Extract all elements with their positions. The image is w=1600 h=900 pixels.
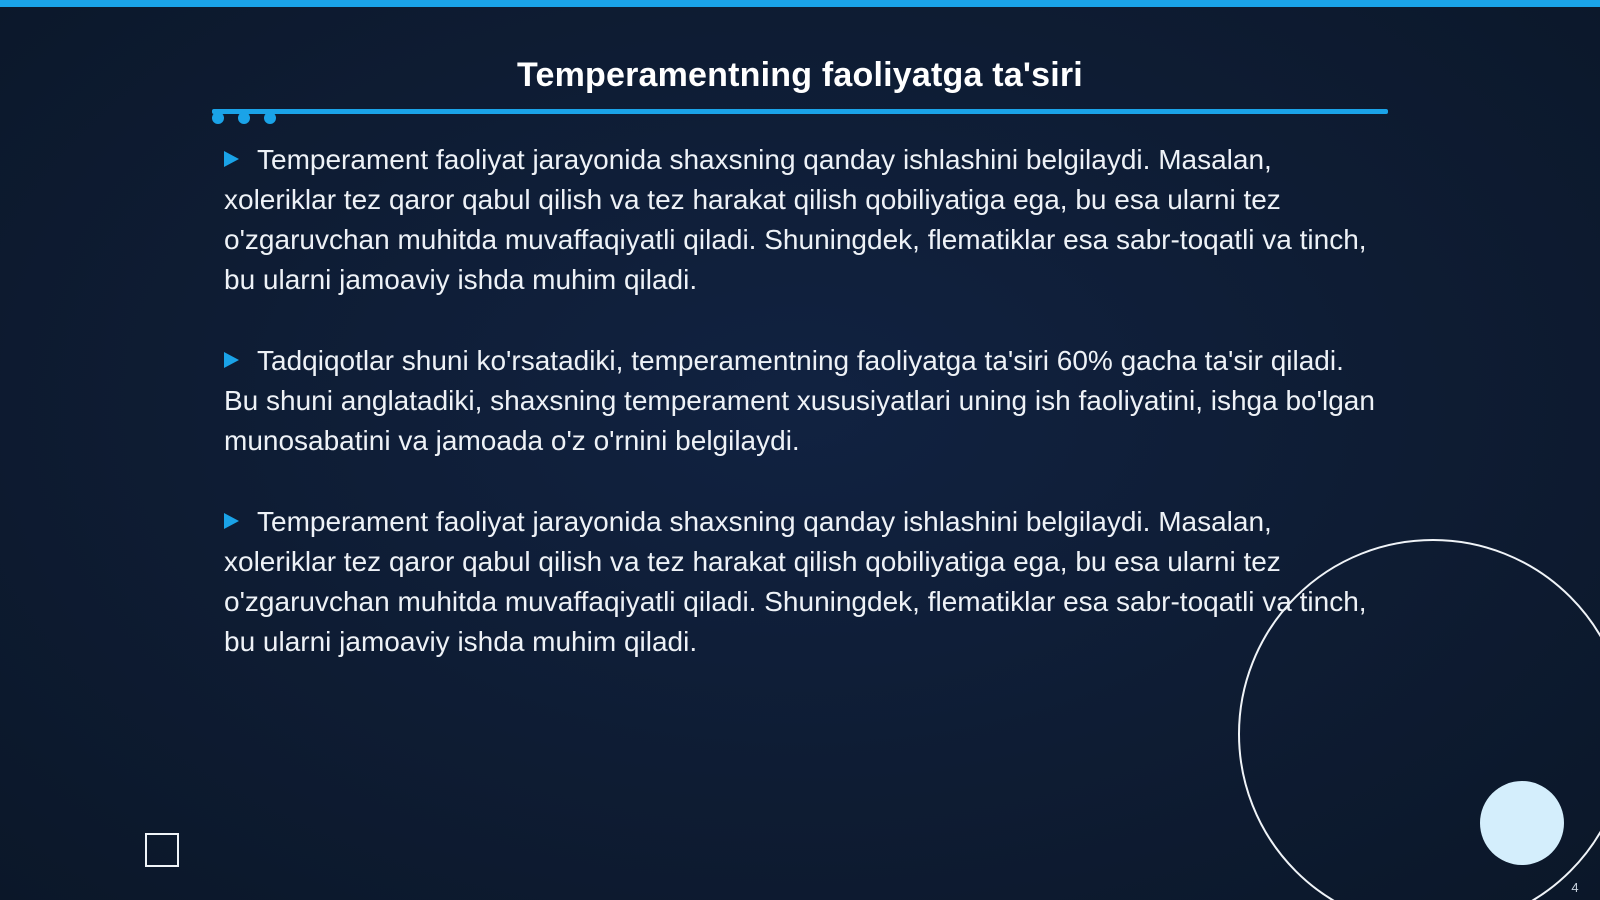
square-outline-icon	[145, 833, 179, 867]
slide-title: Temperamentning faoliyatga ta'siri	[517, 56, 1083, 94]
dot-icon	[238, 112, 250, 124]
triangle-bullet-icon	[224, 151, 239, 167]
bullet-item	[224, 140, 1384, 300]
bullet-text: Temperament faoliyat jarayonida shaxsning qanday ishlashini belgilaydi. Masalan, xoleriklar tez qaror qabul qilish va tez harakat qilish qobiliyatiga ega, bu esa ularni tez o'zgaruvchan muhitda muvaffaqiyatli qiladi. Shuningdek, flematiklar esa sabr-toqatli va tinch, bu ularni jamoaviy ishda muhim qiladi.	[224, 144, 1367, 295]
title-underline	[212, 109, 1388, 114]
dot-icon	[212, 112, 224, 124]
top-accent-bar	[0, 0, 1600, 7]
filled-circle-icon	[1480, 781, 1564, 865]
bullet-item	[224, 502, 1384, 662]
bullet-text: Temperament faoliyat jarayonida shaxsning qanday ishlashini belgilaydi. Masalan, xoleriklar tez qaror qabul qilish va tez harakat qilish qobiliyatiga ega, bu esa ularni tez o'zgaruvchan muhitda muvaffaqiyatli qiladi. Shuningdek, flematiklar esa sabr-toqatli va tinch, bu ularni jamoaviy ishda muhim qiladi.	[224, 506, 1367, 657]
bullet-text: Tadqiqotlar shuni ko'rsatadiki, temperamentning faoliyatga ta'siri 60% gacha ta'sir qiladi. Bu shuni anglatadiki, shaxsning temperament xususiyatlari uning ish faoliyatini, ishga bo'lgan munosabatini va jamoada o'z o'rnini belgilaydi.	[224, 345, 1375, 456]
dot-icon	[264, 112, 276, 124]
slide-body	[224, 140, 1384, 703]
decorative-dots	[212, 112, 292, 126]
slide-number: 4	[1571, 880, 1579, 895]
triangle-bullet-icon	[224, 513, 239, 529]
triangle-bullet-icon	[224, 352, 239, 368]
bullet-item	[224, 341, 1384, 461]
